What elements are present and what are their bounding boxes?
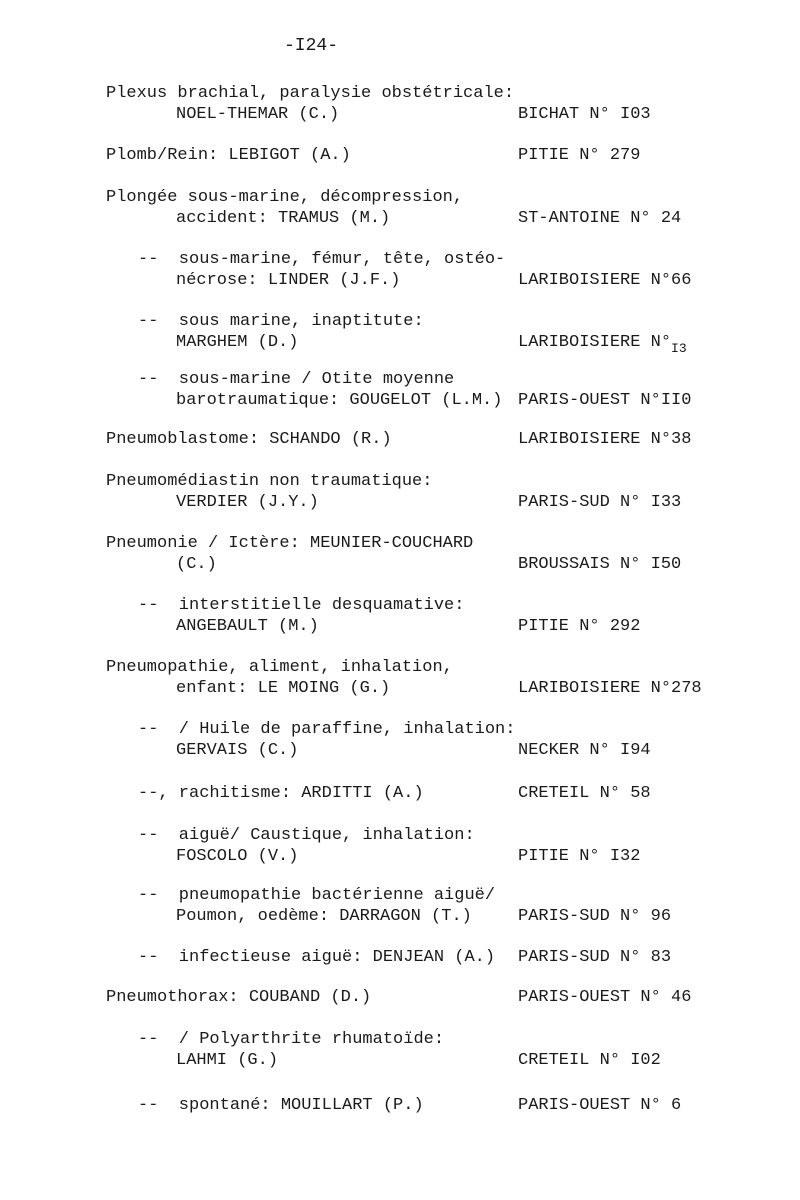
hospital-reference-text: PARIS-SUD N° 83 (518, 948, 672, 967)
hospital-reference (518, 1051, 661, 1071)
entry-line: Pneumoblastome: SCHANDO (R.) (106, 430, 392, 449)
entry-line: Pneumonie / Ictère: MEUNIER-COUCHARD (106, 534, 474, 553)
hospital-reference (518, 1096, 681, 1116)
hospital-reference (518, 146, 640, 166)
hospital-reference-text: PARIS-OUEST N° 46 (518, 988, 692, 1007)
entry-line: FOSCOLO (V.) (176, 847, 299, 866)
hospital-reference (518, 430, 691, 450)
entry-line: Plomb/Rein: LEBIGOT (A.) (106, 146, 351, 165)
hospital-reference-text: LARIBOISIERE N° (518, 333, 672, 352)
entry-line: (C.) (176, 555, 217, 574)
hospital-reference-text: PARIS-OUEST N°II0 (518, 391, 692, 410)
hospital-reference-text: CRETEIL N° I02 (518, 1051, 661, 1070)
hospital-reference (518, 784, 651, 804)
hospital-reference (518, 493, 681, 513)
entry-line: MARGHEM (D.) (176, 333, 299, 352)
entry-line: Poumon, oedème: DARRAGON (T.) (176, 907, 472, 926)
hospital-reference-text: ST-ANTOINE N° 24 (518, 209, 682, 228)
entry-line: Pneumothorax: COUBAND (D.) (106, 988, 372, 1007)
hospital-reference (518, 741, 651, 761)
entry-line: -- spontané: MOUILLART (P.) (138, 1096, 424, 1115)
page-number: -I24- (284, 36, 339, 56)
entry-line: LAHMI (G.) (176, 1051, 279, 1070)
hospital-reference-text: BICHAT N° I03 (518, 105, 651, 124)
entry-line: -- infectieuse aiguë: DENJEAN (A.) (138, 948, 496, 967)
hospital-reference (518, 988, 691, 1008)
entry-line: -- / Huile de paraffine, inhalation: (138, 720, 516, 739)
hospital-reference-text: NECKER N° I94 (518, 741, 651, 760)
hospital-reference-text: PITIE N° I32 (518, 847, 641, 866)
hospital-reference (518, 948, 671, 968)
hospital-reference (518, 333, 687, 356)
entry-line: --, rachitisme: ARDITTI (A.) (138, 784, 424, 803)
entry-line: -- sous-marine / Otite moyenne (138, 370, 455, 389)
entry-line: accident: TRAMUS (M.) (176, 209, 391, 228)
hospital-reference-subscript: I3 (671, 341, 687, 356)
entry-line: -- sous marine, inaptitute: (138, 312, 424, 331)
entry-line: barotraumatique: GOUGELOT (L.M.) (176, 391, 503, 410)
entry-line: nécrose: LINDER (J.F.) (176, 271, 401, 290)
entry-line: GERVAIS (C.) (176, 741, 299, 760)
entry-line: ANGEBAULT (M.) (176, 617, 319, 636)
hospital-reference-text: LARIBOISIERE N°278 (518, 679, 702, 698)
entry-line: VERDIER (J.Y.) (176, 493, 319, 512)
entry-line: enfant: LE MOING (G.) (176, 679, 391, 698)
entry-line: Pneumopathie, aliment, inhalation, (106, 658, 453, 677)
entry-line: Plexus brachial, paralysie obstétricale: (106, 84, 515, 103)
hospital-reference-text: CRETEIL N° 58 (518, 784, 651, 803)
hospital-reference (518, 271, 691, 291)
hospital-reference (518, 555, 681, 575)
entry-line: -- aiguë/ Caustique, inhalation: (138, 826, 475, 845)
entry-line: -- / Polyarthrite rhumatoïde: (138, 1030, 445, 1049)
entry-line: NOEL-THEMAR (C.) (176, 105, 340, 124)
entry-line: -- sous-marine, fémur, tête, ostéo- (138, 250, 506, 269)
hospital-reference-text: BROUSSAIS N° I50 (518, 555, 682, 574)
entry-line: Plongée sous-marine, décompression, (106, 188, 464, 207)
hospital-reference (518, 679, 702, 699)
entry-line: -- interstitielle desquamative: (138, 596, 465, 615)
hospital-reference-text: PARIS-OUEST N° 6 (518, 1096, 682, 1115)
hospital-reference-text: PITIE N° 279 (518, 146, 641, 165)
hospital-reference (518, 847, 640, 867)
hospital-reference-text: LARIBOISIERE N°66 (518, 271, 692, 290)
hospital-reference-text: PARIS-SUD N° 96 (518, 907, 672, 926)
hospital-reference (518, 617, 640, 637)
hospital-reference (518, 105, 651, 125)
hospital-reference (518, 907, 671, 927)
hospital-reference-text: PITIE N° 292 (518, 617, 641, 636)
hospital-reference (518, 209, 681, 229)
hospital-reference-text: PARIS-SUD N° I33 (518, 493, 682, 512)
entry-line: -- pneumopathie bactérienne aiguë/ (138, 886, 496, 905)
hospital-reference (518, 391, 691, 411)
hospital-reference-text: LARIBOISIERE N°38 (518, 430, 692, 449)
entry-line: Pneumomédiastin non traumatique: (106, 472, 433, 491)
